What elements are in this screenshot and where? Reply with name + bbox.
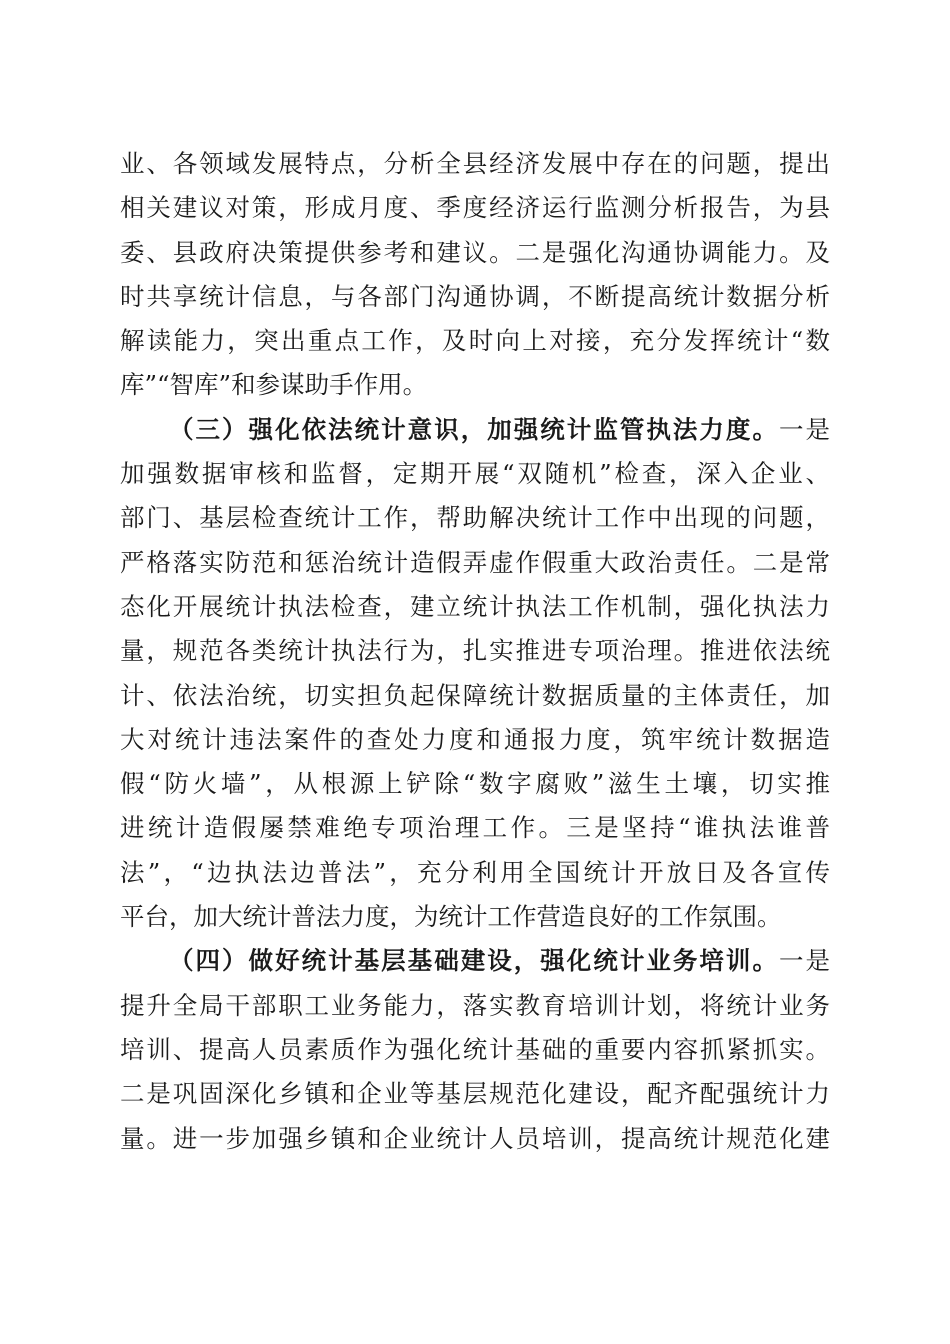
text-line: 大对统计违法案件的查处力度和通报力度，筑牢统计数据造 xyxy=(120,724,830,754)
text-span: 一是 xyxy=(778,946,831,976)
text-line: 平台，加大统计普法力度，为统计工作营造良好的工作氛围。 xyxy=(120,902,782,932)
text-line: 提升全局干部职工业务能力，落实教育培训计划，将统计业务 xyxy=(120,990,830,1020)
text-line: 法”，“边执法边普法”，充分利用全国统计开放日及各宣传 xyxy=(120,857,830,887)
text-line: 部门、基层检查统计工作，帮助解决统计工作中出现的问题， xyxy=(120,503,830,533)
text-line: 解读能力，突出重点工作，及时向上对接，充分发挥统计“数 xyxy=(120,326,830,356)
text-line: 态化开展统计执法检查，建立统计执法工作机制，强化执法力 xyxy=(120,591,830,621)
paragraph-1 xyxy=(120,142,830,408)
section-3-heading: （三）强化依法统计意识，加强统计监管执法力度。 xyxy=(169,414,779,444)
text-line: 进统计造假屡禁难绝专项治理工作。三是坚持“谁执法谁普 xyxy=(120,813,830,843)
section-4-heading: （四）做好统计基层基础建设，强化统计业务培训。 xyxy=(169,946,779,976)
text-line: 相关建议对策，形成月度、季度经济运行监测分析报告，为县 xyxy=(120,193,830,223)
text-line: 量。进一步加强乡镇和企业统计人员培训，提高统计规范化建 xyxy=(120,1123,830,1153)
text-line: 时共享统计信息，与各部门沟通协调，不断提高统计数据分析 xyxy=(120,281,830,311)
section-4-paragraph xyxy=(120,939,830,1160)
text-line: 业、各领域发展特点，分析全县经济发展中存在的问题，提出 xyxy=(120,149,830,178)
text-line: 培训、提高人员素质作为强化统计基础的重要内容抓紧抓实。 xyxy=(120,1034,830,1064)
text-line: 严格落实防范和惩治统计造假弄虚作假重大政治责任。二是常 xyxy=(120,547,830,577)
section-4-first-line xyxy=(120,939,830,983)
section-3-paragraph xyxy=(120,408,830,940)
text-line: 假“防火墙”，从根源上铲除“数字腐败”滋生土壤，切实推 xyxy=(120,769,830,799)
text-line: 计、依法治统，切实担负起保障统计数据质量的主体责任，加 xyxy=(120,680,830,710)
text-line: 加强数据审核和监督，定期开展“双随机”检查，深入企业、 xyxy=(120,459,830,489)
text-line: 二是巩固深化乡镇和企业等基层规范化建设，配齐配强统计力 xyxy=(120,1079,830,1109)
text-line: 量，规范各类统计执法行为，扎实推进专项治理。推进依法统 xyxy=(120,636,830,666)
text-line: 委、县政府决策提供参考和建议。二是强化沟通协调能力。及 xyxy=(120,237,830,267)
text-line: 库”“智库”和参谋助手作用。 xyxy=(120,370,428,400)
section-3-first-line xyxy=(120,408,830,452)
document-body xyxy=(120,142,830,1161)
text-span: 一是 xyxy=(778,414,831,444)
